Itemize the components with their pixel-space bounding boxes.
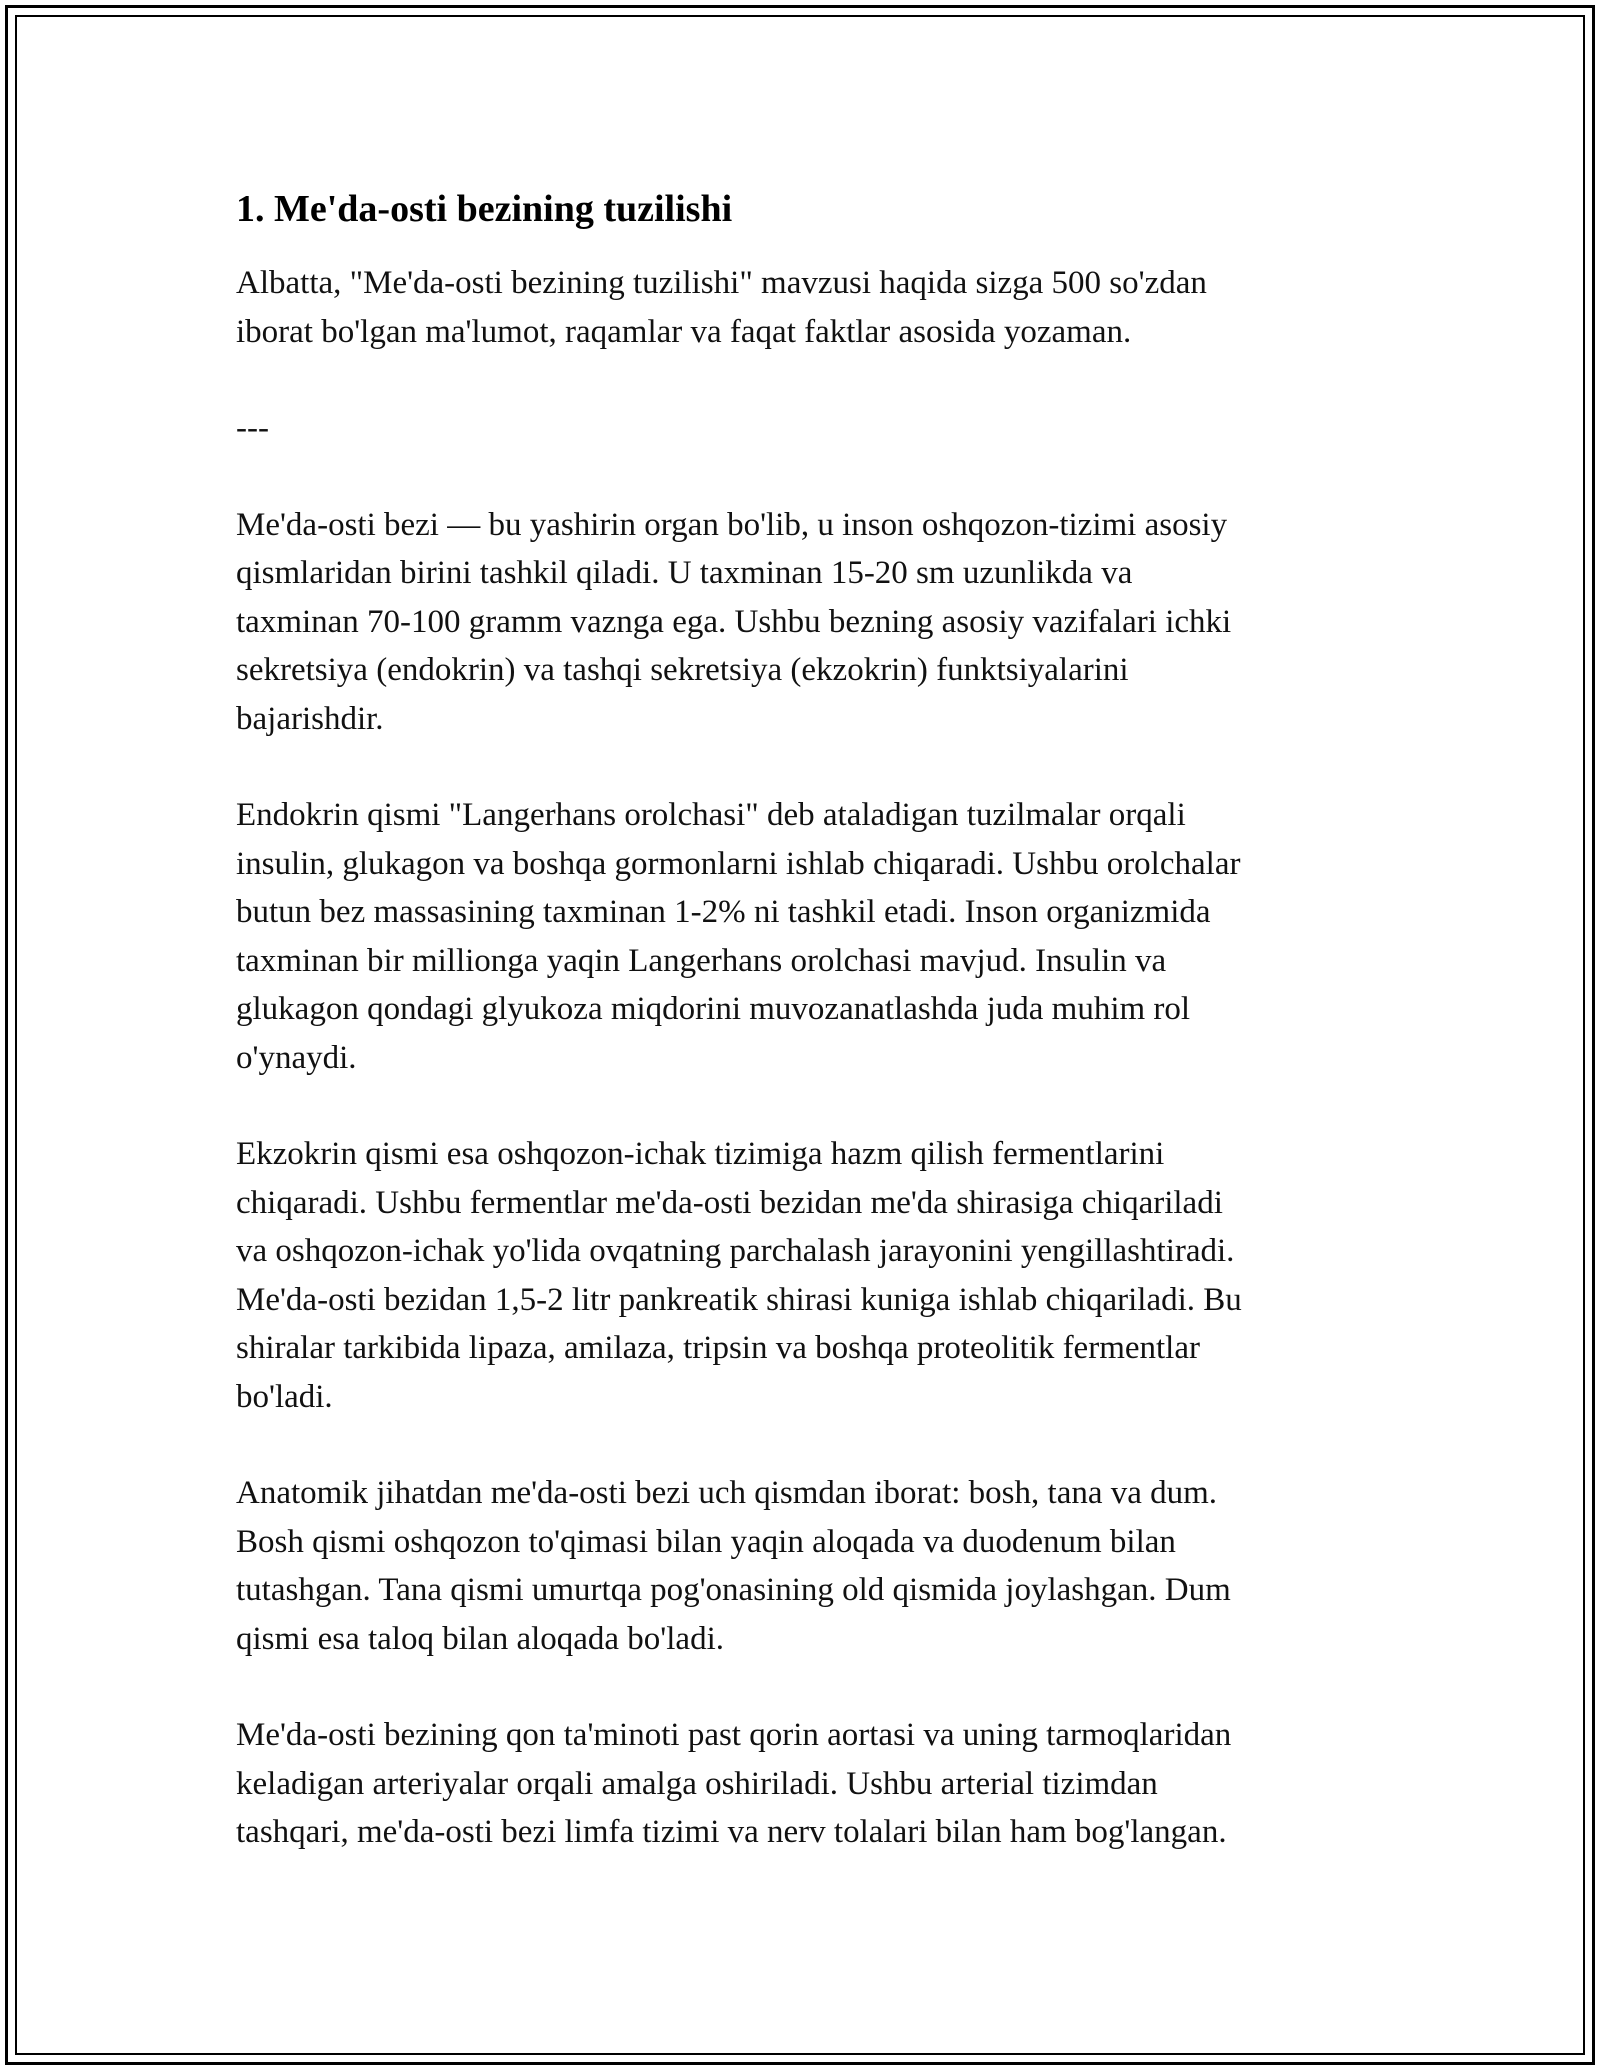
exocrine-paragraph: Ekzokrin qismi esa oshqozon-ichak tizimiga hazm qilish fermentlarini chiqaradi. Ushbu fermentlar me'da-osti bezidan me'da shirasiga chiqariladi va oshqozon-ichak yo'lida ovqatning parchalash jarayonini yengillashtiradi. Me'da-osti bezidan 1,5-2 litr pankreatik shirasi kuniga ishlab chiqariladi. Bu shiralar tarkibida lipaza, amilaza, tripsin va boshqa proteolitik fermentlar bo'ladi. [236, 1136, 1242, 1415]
blood-supply-paragraph: Me'da-osti bezining qon ta'minoti past qorin aortasi va uning tarmoqlaridan keladigan arteriyalar orqali amalga oshiriladi. Ushbu arterial tizimdan tashqari, me'da-osti bezi limfa tizimi va nerv tolalari bilan ham bog'langan. [236, 1717, 1232, 1850]
intro-paragraph: Albatta, "Me'da-osti bezining tuzilishi" mavzusi haqida sizga 500 so'zdan iborat bo'lgan ma'lumot, raqamlar va faqat faktlar asosida yozaman. [236, 265, 1207, 350]
anatomy-paragraph: Anatomik jihatdan me'da-osti bezi uch qismdan iborat: bosh, tana va dum. Bosh qismi oshqozon to'qimasi bilan yaqin aloqada va duodenum bilan tutashgan. Tana qismi umurtqa pog'onasining old qismida joylashgan. Dum qismi esa taloq bilan aloqada bo'ladi. [236, 1475, 1231, 1657]
overview-paragraph: Me'da-osti bezi — bu yashirin organ bo'lib, u inson oshqozon-tizimi asosiy qismlaridan birini tashkil qiladi. U taxminan 15-20 sm uzunlikda va taxminan 70-100 gramm vaznga ega. Ushbu bezning asosiy vazifalari ichki sekretsiya (endokrin) va tashqi sekretsiya (ekzokrin) funktsiyalarini bajarishdir. [236, 506, 1232, 737]
endocrine-paragraph: Endokrin qismi "Langerhans orolchasi" deb ataladigan tuzilmalar orqali insulin, glukagon va boshqa gormonlarni ishlab chiqaradi. Ushbu orolchalar butun bez massasining taxminan 1-2% ni tashkil etadi. Inson organizmida taxminan bir millionga yaqin Langerhans orolchasi mavjud. Insulin va glukagon qondagi glyukoza miqdorini muvozanatlashda juda muhim rol o'ynaydi. [236, 797, 1241, 1076]
document-body [236, 185, 1366, 1905]
section-heading: 1. Me'da-osti bezining tuzilishi [236, 188, 733, 230]
separator-line: --- [236, 410, 269, 446]
